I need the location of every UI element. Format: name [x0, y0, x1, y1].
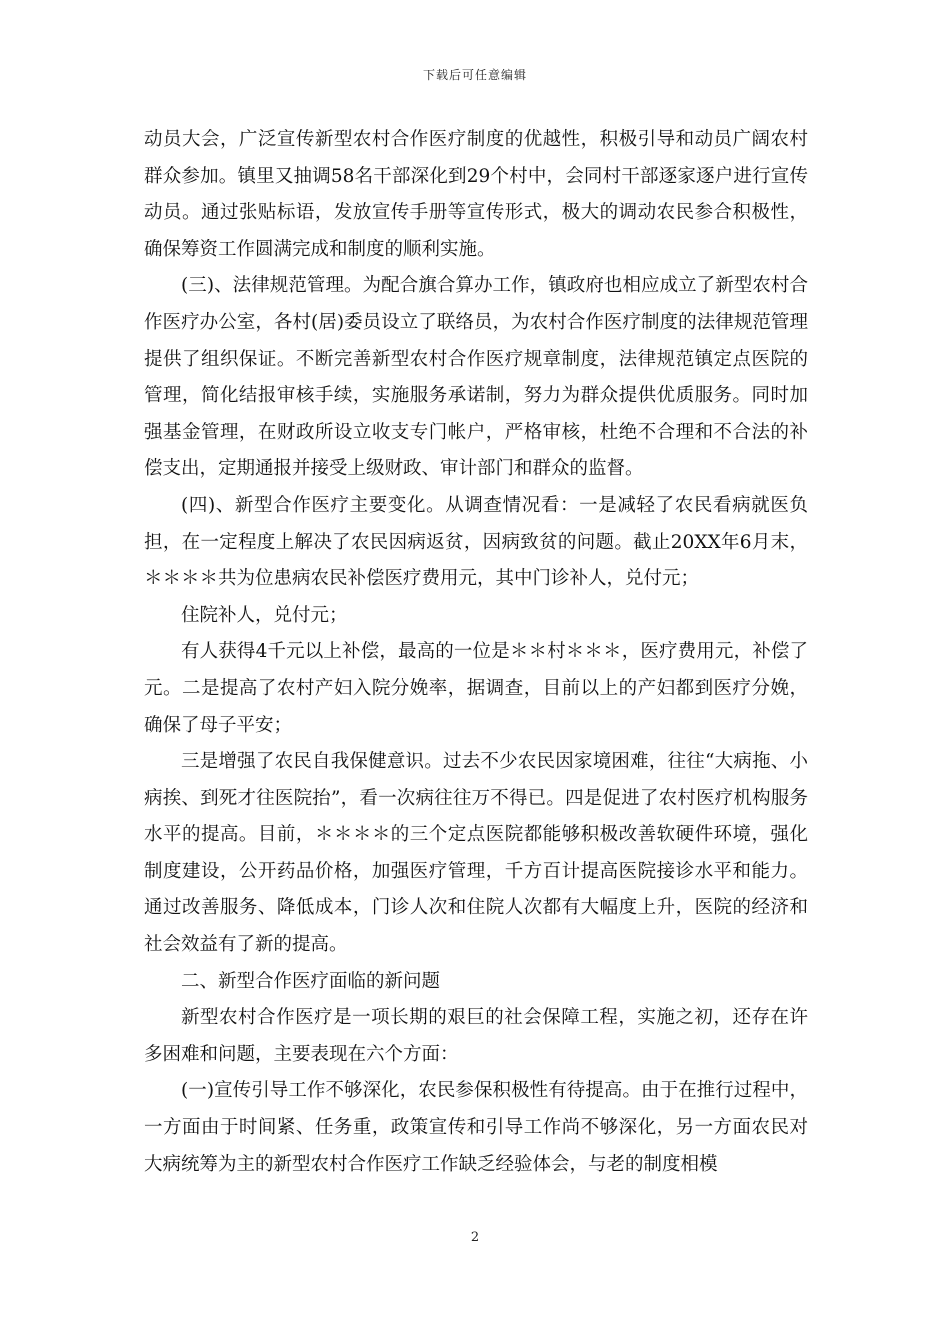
page-header: 下载后可任意编辑 — [422, 68, 527, 82]
paragraph: (四)、新型合作医疗主要变化。从调查情况看：一是减轻了农民看病就医负担，在一定程度上解决了农民因病返贫，因病致贫的问题。截止20XX年6月末，＊＊＊＊共为位患病农民补偿医疗费用元，其中门诊补人，兑付元； — [144, 494, 808, 590]
paragraph: (一)宣传引导工作不够深化，农民参保积极性有待提高。由于在推行过程中，一方面由于时间紧、任务重，政策宣传和引导工作尚不够深化，另一方面农民对大病统筹为主的新型农村合作医疗工作缺乏经验体会，与老的制度相模 — [144, 1080, 808, 1175]
paragraph: 有人获得4千元以上补偿，最高的一位是＊＊村＊＊＊，医疗费用元，补偿了元。二是提高了农村产妇入院分娩率，据调查，目前以上的产妇都到医疗分娩，确保了母子平安； — [144, 641, 808, 736]
section-heading: 二、新型合作医疗面临的新问题 — [181, 970, 441, 992]
paragraph: 动员大会，广泛宣传新型农村合作医疗制度的优越性，积极引导和动员广阔农村群众参加。镇里又抽调58名干部深化到29个村中，会同村干部逐家逐户进行宣传动员。通过张贴标语，发放宣传手册等宣传形式，极大的调动农民参合积极性，确保筹资工作圆满完成和制度的顺利实施。 — [144, 129, 808, 260]
page-number: 2 — [470, 1230, 480, 1245]
document-body — [144, 122, 808, 1183]
paragraph: 新型农村合作医疗是一项长期的艰巨的社会保障工程，实施之初，还存在许多困难和问题，主要表现在六个方面： — [144, 1007, 808, 1065]
paragraph: 住院补人，兑付元； — [181, 604, 348, 626]
paragraph: 三是增强了农民自我保健意识。过去不少农民因家境困难，往往“大病拖、小病挨、到死才往医院抬”，看一次病往往万不得已。四是促进了农村医疗机构服务水平的提高。目前，＊＊＊＊的三个定点医院都能够积极改善软硬件环境，强化制度建设，公开药品价格，加强医疗管理，千方百计提高医院接诊水平和能力。通过改善服务、降低成本，门诊人次和住院人次都有大幅度上升，医院的经济和社会效益有了新的提高。 — [144, 751, 808, 956]
paragraph: (三)、法律规范管理。为配合旗合算办工作，镇政府也相应成立了新型农村合作医疗办公室，各村(居)委员设立了联络员，为农村合作医疗制度的法律规范管理提供了组织保证。不断完善新型农村合作医疗规章制度，法律规范镇定点医院的管理，简化结报审核手续，实施服务承诺制，努力为群众提供优质服务。同时加强基金管理，在财政所设立收支专门帐户，严格审核，杜绝不合理和不合法的补偿支出，定期通报并接受上级财政、审计部门和群众的监督。 — [144, 275, 808, 480]
